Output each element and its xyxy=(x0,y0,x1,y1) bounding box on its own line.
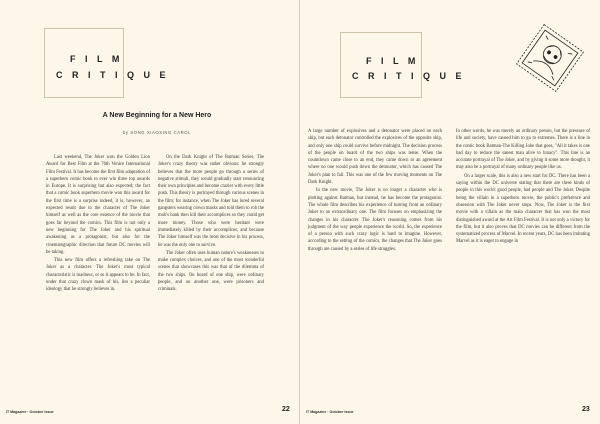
article-byline: by SONG XIAOXING CAROL xyxy=(122,130,192,135)
heading-line-1: F I L M xyxy=(70,54,123,64)
right-column-2 xyxy=(456,128,590,246)
page-number: 22 xyxy=(282,406,290,413)
footer-issue: IT Magazine · October Issue xyxy=(6,410,54,414)
paragraph: On the Dark Knight of The Batman Series, The Joker's crazy theory was rather obvious; he strongly believes that the more people go through a series of negative stimuli, they would gradually start renouncing their own principles and become crazier with every little push. This theory is portrayed through various scenes in the film; for instance, when The Joker has lured several gangsters wearing clown masks and told them to rob the mob's bank then kill their accomplices so they could get more money. Those who were hesitant were immediately killed by their accomplices, and because The Joker himself was the most decisive in his process, he was the only one to survive. xyxy=(158,155,264,248)
paragraph: Last weekend, The Joker won the Golden Lion Award for Best Film at the 76th Venice International Film Festival. It has become the first film adaptation of a superhero comic book to ever win three top awards in Europe. It is surprising but also expected; the fact that a comic book superhero movie won this award for the first time is a surprise indeed, it is, however, an expected result due to the character of The Joker himself as well as the core essence of the movie that goes far beyond the comics. This film is not only a new beginning for The Joker and his spiritual awakening as a protagonist, but also for the cinematographic direction that future DC movies will be taking. xyxy=(46,155,150,255)
stamp-illustration xyxy=(512,20,588,96)
page-number: 23 xyxy=(582,406,590,413)
paragraph: In the new movie, The Joker is no longer a character who is plotting against Batman, but instead, he has become the protagonist. The whole film describes his experience of turning from an ordinary Joker to an extraordinary one. The film focuses on emphasizing the changes in his character. The Joker's reasoning comes from his judgment of the way people experience the world. So, the experience of a person with such crazy logic is hard to imagine. However, according to the setting of the comics, the changes that The Joker goes through are caused by a series of life struggles. xyxy=(308,188,442,252)
heading-line-1: F I L M xyxy=(366,56,419,66)
paragraph: On a larger scale, this is also a new start for DC. There has been a saying within the DC universe stating that there are three kinds of people in this world: good people, bad people and The Joker. Despite being the villain in a superhero movie, the public's preference and obsession with The Joker never stops. Now, The Joker is the first movie with a villain as the main character that has won the most distinguished award at the Art Film Festival. It is not only a victory for the film, but it also proves that DC movies can be different from the systematized process of Marvel. In recent years, DC has been imitating Marvel as it is eager to engage in xyxy=(456,173,590,245)
paragraph: This new film offers a refreshing take on The Joker as a character. The Joker's most typical characteristic is madness, or so it appears to be. In fact, under that crazy clown mask of his, lies a peculiar ideology that he strongly believes in. xyxy=(46,258,150,293)
right-column-1 xyxy=(308,128,442,253)
paragraph: The Joker often uses human nature's weaknesses to make complex choices, and one of the most wonderful scenes that showcases this was that of the dilemma of the two ships. On board of one ship, were ordinary people, and on another one, were prisoners and criminals. xyxy=(158,250,264,293)
left-column-2 xyxy=(158,154,264,294)
left-column-1 xyxy=(46,154,150,294)
footer-issue: IT Magazine · October Issue xyxy=(306,410,354,414)
article-title: A New Beginning for a New Hero xyxy=(102,112,212,119)
paragraph: In other words, he was merely an ordinary person, but the pressure of life and society, have caused him to go to extremes. There is a line in the comic book Batman-The Killing Joke that goes, "All it takes is one bad day to reduce the sanest man alive to lunacy". This line is an accurate portrayal of The Joker, and by giving it some more thought, it may also be a portrayal of many ordinary people like us. xyxy=(456,129,590,171)
heading-line-2: C R I T I Q U E xyxy=(352,71,466,81)
paragraph: A large number of explosives and a detonator were placed on each ship, but each detonator controlled the explosives of the opposite ship, and only one ship could survive before midnight. The decision process of the people on board of the two ships was tense. When the countdown came close to an end, they came down to an agreement where no one would push down the detonator, which has caused The Joker's plan to fail. This was one of the few moving moments on The Dark Knight. xyxy=(308,129,442,186)
heading-line-2: C R I T I Q U E xyxy=(56,70,170,80)
